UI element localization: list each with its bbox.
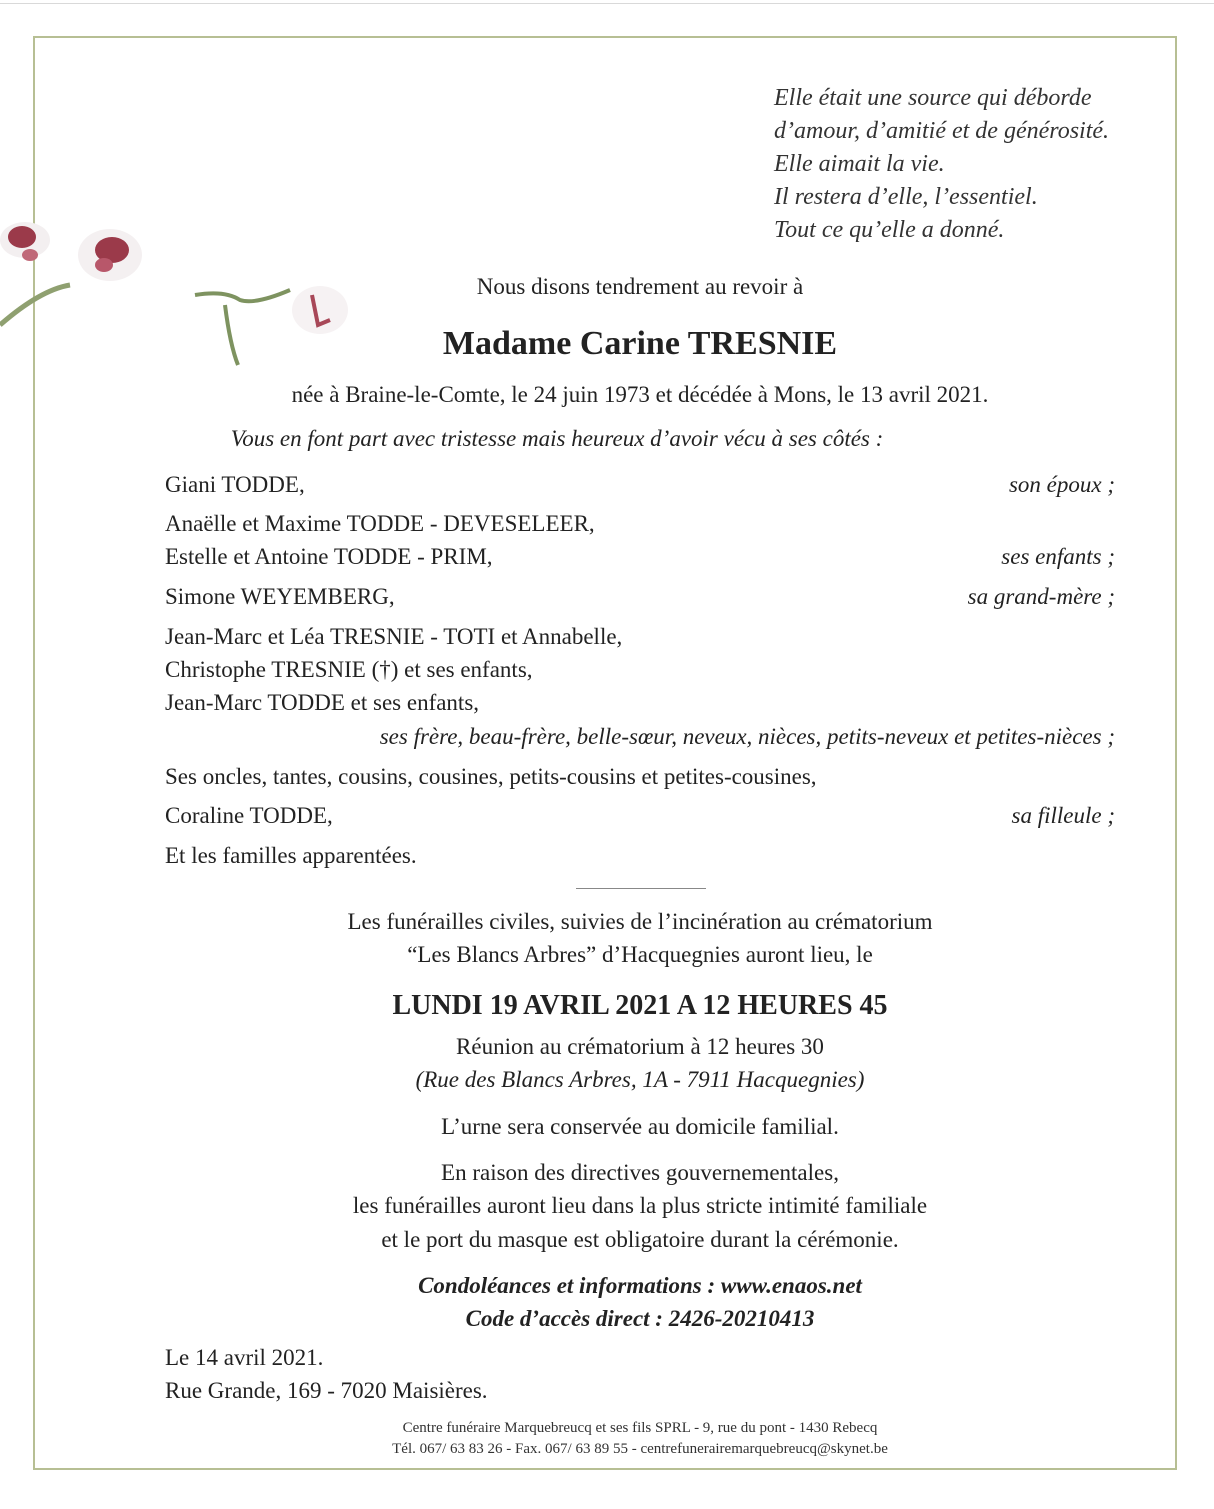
poem-line: Il restera d’elle, l’essentiel. [774,184,1038,210]
poem-line: Elle aimait la vie. [774,151,945,177]
access-code-line: Code d’accès direct : 2426-20210413 [465,1306,815,1331]
family-name: Anaëlle et Maxime TODDE - DEVESELEER, [165,511,595,536]
birth-death-line: née à Braine-le-Comte, le 24 juin 1973 et décédée à Mons, le 13 avril 2021. [291,382,989,407]
poem-line: Tout ce qu’elle a donné. [774,217,1005,243]
family-name: Estelle et Antoine TODDE - PRIM, [165,544,493,569]
covid-line: et le port du masque est obligatoire durant la cérémonie. [381,1227,899,1252]
family-name: Simone WEYEMBERG, [165,584,395,609]
family-name: Coraline TODDE, [165,803,333,828]
section-divider [576,888,706,889]
funeral-home-line-2: Tél. 067/ 63 83 26 - Fax. 067/ 63 89 55 - centrefunerairemarquebreucq@skynet.be [392,1441,888,1457]
family-name: Giani TODDE, [165,472,305,497]
funeral-line-2: “Les Blancs Arbres” d’Hacquegnies auront lieu, le [407,942,873,967]
orchid-flower-1 [0,222,50,261]
family-relation: ses enfants ; [1001,544,1115,569]
urn-line: L’urne sera conservée au domicile familial. [441,1114,839,1139]
family-name: Jean-Marc et Léa TRESNIE - TOTI et Annabelle, [165,624,623,649]
condolences-line: Condoléances et informations : www.enaos.net [418,1273,862,1298]
poem-line: Elle était une source qui déborde [774,85,1092,111]
covid-line: les funérailles auront lieu dans la plus stricte intimité familiale [352,1193,928,1218]
poem [774,82,1154,247]
address-line: (Rue des Blancs Arbres, 1A - 7911 Hacquegnies) [415,1067,865,1092]
deceased-name: Madame Carine TRESNIE [442,325,838,362]
family-relation: sa filleule ; [1011,803,1115,828]
meeting-line: Réunion au crématorium à 12 heures 30 [456,1034,824,1059]
family-relation: son époux ; [1008,472,1115,497]
page-top-rule [0,3,1214,4]
family-relation: sa grand-mère ; [967,584,1115,609]
closing-date: Le 14 avril 2021. [165,1345,324,1370]
closing-address: Rue Grande, 169 - 7020 Maisières. [165,1378,488,1403]
family-relation: ses frère, beau-frère, belle-sœur, neveux, nièces, petits-neveux et petites-nièces ; [379,724,1115,749]
funeral-date: LUNDI 19 AVRIL 2021 A 12 HEURES 45 [392,990,888,1021]
intro-text: Nous disons tendrement au revoir à [476,274,804,299]
family-name: Christophe TRESNIE (†) et ses enfants, [165,657,533,682]
funeral-home-line-1: Centre funéraire Marquebreucq et ses fils SPRL - 9, rue du pont - 1430 Rebecq [402,1420,878,1436]
covid-line: En raison des directives gouvernementales, [441,1160,839,1185]
funeral-line-1: Les funérailles civiles, suivies de l’incinération au crématorium [347,909,933,934]
poem-line: d’amour, d’amitié et de générosité. [774,118,1110,144]
announcement-line: Vous en font part avec tristesse mais heureux d’avoir vécu à ses côtés : [230,426,884,451]
family-name: Ses oncles, tantes, cousins, cousines, petits-cousins et petites-cousines, [165,764,817,789]
family-name: Et les familles apparentées. [165,843,417,868]
family-name: Jean-Marc TODDE et ses enfants, [165,690,480,715]
